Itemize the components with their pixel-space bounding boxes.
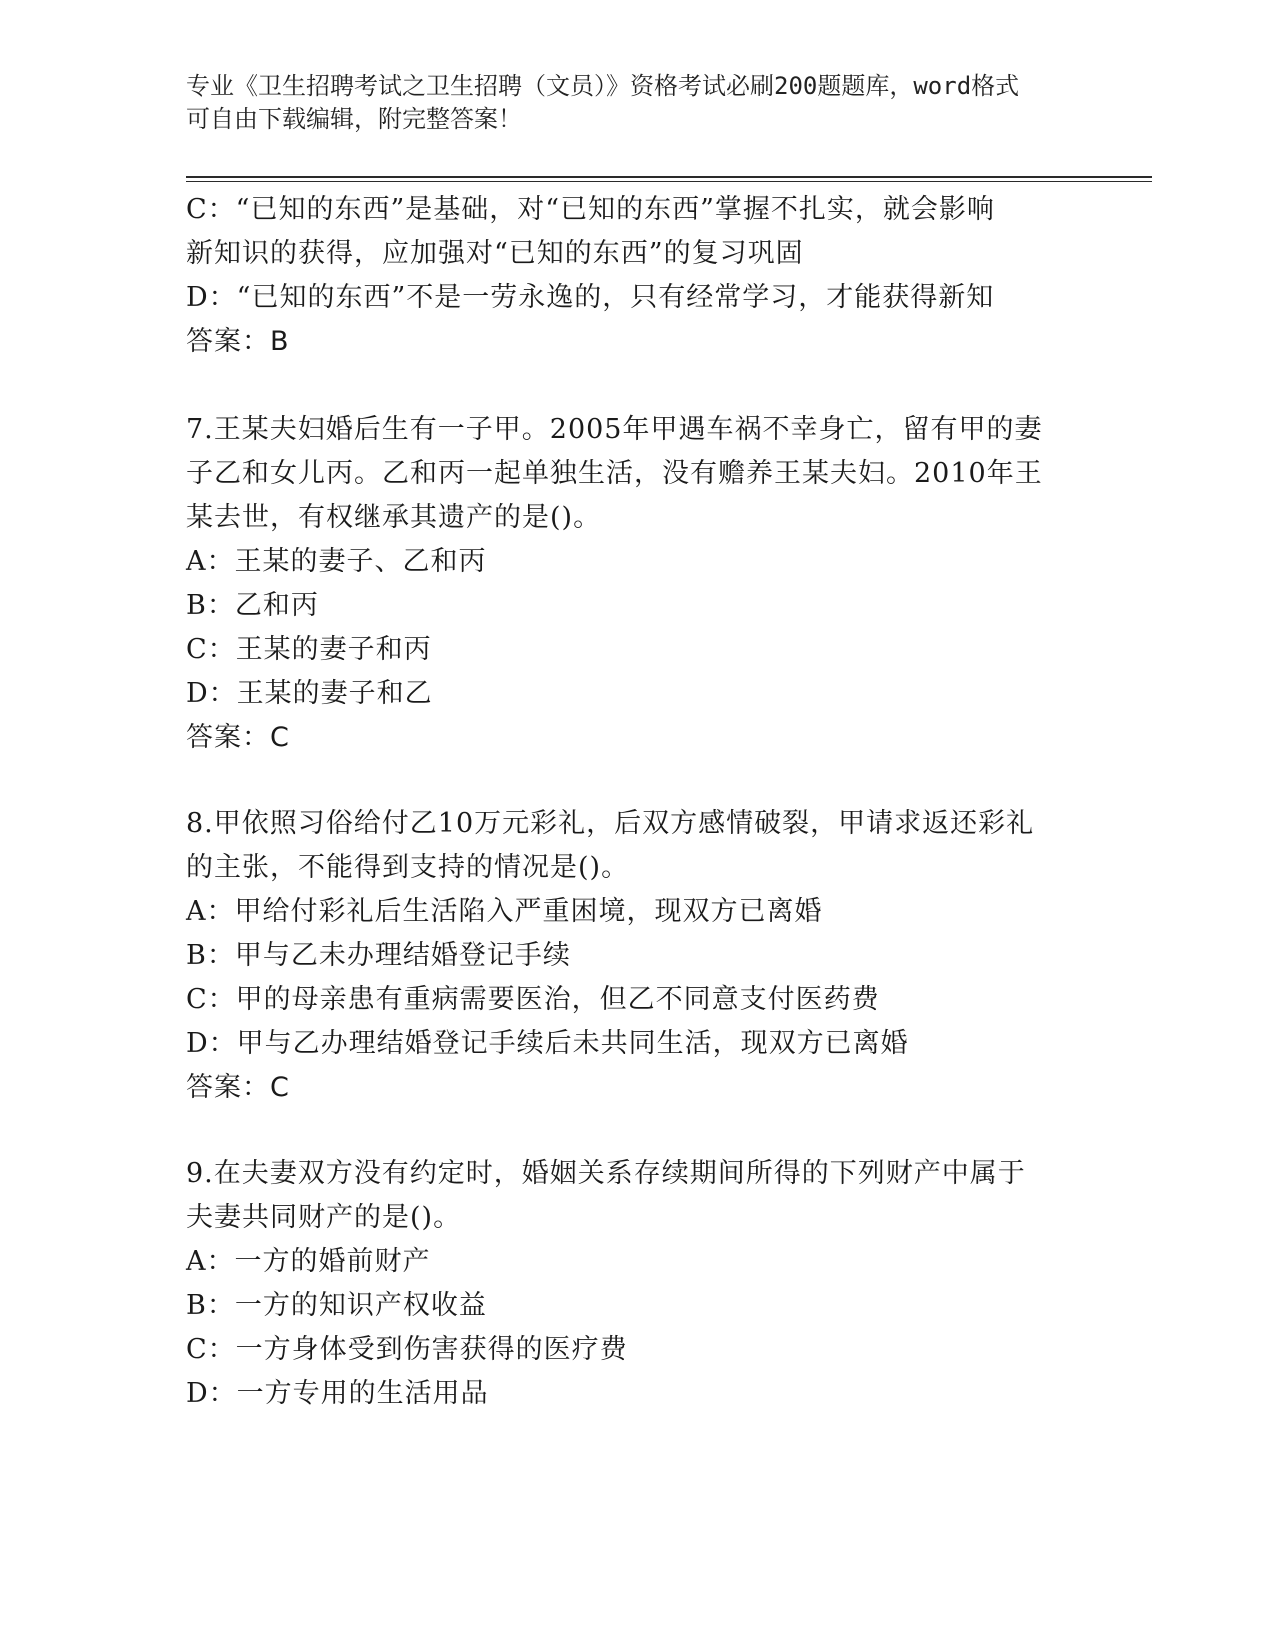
header-rule-thin <box>186 181 1152 182</box>
q8-option-b: B：甲与乙未办理结婚登记手续 <box>186 940 571 971</box>
q7-option-a: A：王某的妻子、乙和丙 <box>186 546 487 577</box>
q7-option-d: D：王某的妻子和乙 <box>186 678 433 709</box>
q7-stem-line2: 子乙和女儿丙。乙和丙一起单独生活，没有赡养王某夫妇。2010年王 <box>186 458 1043 489</box>
q8-option-d: D：甲与乙办理结婚登记手续后未共同生活，现双方已离婚 <box>186 1028 909 1059</box>
q7-stem-line1: 7.王某夫妇婚后生有一子甲。2005年甲遇车祸不幸身亡，留有甲的妻 <box>186 414 1043 445</box>
q9-stem-line1: 9.在夫妻双方没有约定时，婚姻关系存续期间所得的下列财产中属于 <box>186 1158 1026 1189</box>
header-line-2: 可自由下载编辑，附完整答案！ <box>186 105 522 133</box>
q9-option-a: A：一方的婚前财产 <box>186 1246 431 1277</box>
q7-option-b: B：乙和丙 <box>186 590 319 621</box>
prev-answer: 答案：B <box>186 326 290 357</box>
q7-answer: 答案：C <box>186 722 290 753</box>
q8-stem-line1: 8.甲依照习俗给付乙10万元彩礼，后双方感情破裂，甲请求返还彩礼 <box>186 808 1035 839</box>
q9-option-c: C：一方身体受到伤害获得的医疗费 <box>186 1334 628 1365</box>
prev-option-d: D：“已知的东西”不是一劳永逸的，只有经常学习，才能获得新知 <box>186 282 995 313</box>
q9-option-d: D：一方专用的生活用品 <box>186 1378 489 1409</box>
prev-option-c-line1: C：“已知的东西”是基础，对“已知的东西”掌握不扎实，就会影响 <box>186 194 995 225</box>
q7-option-c: C：王某的妻子和丙 <box>186 634 432 665</box>
header-rule-thick <box>186 176 1152 178</box>
header-line-1: 专业《卫生招聘考试之卫生招聘（文员）》资格考试必刷200题题库，word格式 <box>186 72 1020 100</box>
prev-option-c-line2: 新知识的获得，应加强对“已知的东西”的复习巩固 <box>186 238 804 269</box>
document-header <box>186 70 1086 136</box>
q9-stem-line2: 夫妻共同财产的是()。 <box>186 1202 462 1233</box>
q8-option-c: C：甲的母亲患有重病需要医治，但乙不同意支付医药费 <box>186 984 880 1015</box>
q8-option-a: A：甲给付彩礼后生活陷入严重困境，现双方已离婚 <box>186 896 823 927</box>
q8-answer: 答案：C <box>186 1072 290 1103</box>
q8-stem-line2: 的主张，不能得到支持的情况是()。 <box>186 852 630 883</box>
q7-stem-line3: 某去世，有权继承其遗产的是()。 <box>186 502 602 533</box>
q9-option-b: B：一方的知识产权收益 <box>186 1290 487 1321</box>
